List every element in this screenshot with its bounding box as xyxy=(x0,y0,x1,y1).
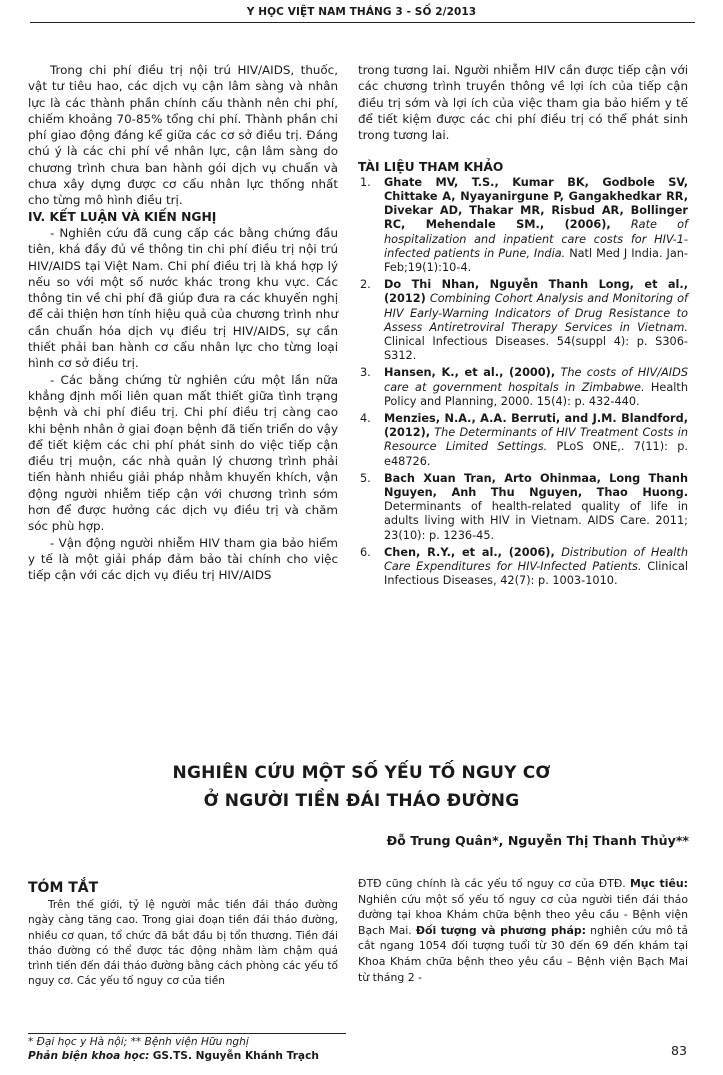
reference-item: 2. Do Thi Nhan, Nguyễn Thanh Long, et al., (2012) Combining Cohort Analysis and Monitoring of HIV Early-Warning Indicators of Drug Resistance to Assess Antiretroviral Therapy Services in Vietnam. Clinical Infectious Diseases. 54(suppl 4): p. S306-S312. xyxy=(360,278,688,363)
paragraph: Trong chi phí điều trị nội trú HIV/AIDS, thuốc, vật tư tiêu hao, các dịch vụ cận lâm sàng và nhân lực là các thành phần chính cấu thành nên chi phí, chiếm khoảng 70-85% tổng chi phí. Thành phần chi phí giao động đáng kể giữa các cơ sở điều trị. Đáng chú ý là các chi phí về nhân lực, cận lâm sàng do chương trình chưa ban hành gói dịch vụ chuẩn và chưa xây dựng được cơ cấu nhân lực thống nhất cho từng mô hình điều trị. xyxy=(28,63,338,208)
article-title-line1: NGHIÊN CỨU MỘT SỐ YẾU TỐ NGUY CƠ xyxy=(172,763,551,783)
paragraph: trong tương lai. Người nhiễm HIV cần được tiếp cận với các chương trình truyền thông về lợi ích của tiếp cận điều trị sớm và lợi ích của việc tham gia bảo hiểm y tế để tiết kiệm được các chi phí điều trị có thể phát sinh trong tương lai. xyxy=(358,63,688,143)
footnote-rule xyxy=(28,1033,346,1034)
right-column xyxy=(358,62,688,591)
method-label: Đối tượng và phương pháp: xyxy=(415,923,587,937)
abstract-text: ĐTĐ cũng chính là các yếu tố nguy cơ của ĐTĐ. xyxy=(358,877,626,890)
running-header: Y HỌC VIỆT NAM THÁNG 3 - SỐ 2/2013 xyxy=(246,6,477,18)
footnotes xyxy=(28,1036,319,1063)
references-title: TÀI LIỆU THAM KHẢO xyxy=(358,160,504,175)
article-authors: Đỗ Trung Quân*, Nguyễn Thị Thanh Thủy** xyxy=(386,833,689,848)
paragraph: - Các bằng chứng từ nghiên cứu một lần nữa khẳng định mối liên quan mất thiết giữa tình trạng bệnh và chi phí điều trị. Chi phí điều trị càng cao khi bệnh nhân ở giai đoạn bệnh đã tiến triển do vậy để tiết kiệm các chi phí phát sinh do việc tiếp cận điều trị muộn, các nhà quản lý chương trình phải tiến hành nhiều giải pháp nhằm khuyến khích, vận động người nhiễm tiếp cận với chương trình sớm hơn để được hưởng các dịch vụ điều trị và chăm sóc phù hợp. xyxy=(28,372,338,534)
header-rule xyxy=(30,22,695,23)
reference-item: 4. Menzies, N.A., A.A. Berruti, and J.M. Blandford, (2012), The Determinants of HIV Treatment Costs in Resource Limited Settings. PLoS ONE,. 7(11): p. e48726. xyxy=(360,412,689,468)
reference-item: 3. Hansen, K., et al., (2000), The costs of HIV/AIDS care at government hospitals in Zimbabwe. Health Policy and Planning, 2000. 15(4): p. 432-440. xyxy=(360,366,688,408)
objective-label: Mục tiêu: xyxy=(629,877,688,890)
reference-item: 5. Bach Xuan Tran, Arto Ohinmaa, Long Thanh Nguyen, Anh Thu Nguyen, Thao Huong. Determinants of health-related quality of life in adults living with HIV in Vietnam. AIDS Care. 2011; 23(10): p. 1236-45. xyxy=(360,471,688,542)
section-title: IV. KẾT LUẬN VÀ KIẾN NGHỊ xyxy=(28,209,217,224)
abstract-heading: TÓM TẮT xyxy=(28,880,99,896)
paragraph: - Vận động người nhiễm HIV tham gia bảo hiểm y tế là một giải pháp đảm bảo tài chính cho việc tiếp cận với các dịch vụ điều trị HIV/AIDS xyxy=(28,535,338,583)
abstract-text: Nghiên cứu một số yếu tố nguy cơ của người tiền đái tháo đường tại khoa Khám chữa bệnh theo yêu cầu - Bệnh viện Bạch Mai. xyxy=(358,892,688,937)
reference-item: 6. Chen, R.Y., et al., (2006), Distribution of Health Care Expenditures for HIV-Infected Patients. Clinical Infectious Diseases, 42(7): p. 1003-1010. xyxy=(360,545,689,588)
page-number: 83 xyxy=(670,1043,687,1058)
left-column xyxy=(28,62,338,584)
abstract-text: nghiên cứu mô tả cắt ngang 1054 đối tượng tuổi từ 30 đến 69 đến khám tại Khoa Khám chữa bệnh theo yêu cầu – Bệnh viện Bạch Mai từ tháng 2 - xyxy=(358,923,688,984)
abstract-left xyxy=(28,898,338,990)
reviewer-label: Phản biện khoa học: xyxy=(28,1049,150,1062)
reviewer-name: GS.TS. Nguyễn Khánh Trạch xyxy=(152,1049,319,1062)
reference-item: 1. Ghate MV, T.S., Kumar BK, Godbole SV, Chittake A, Nyayanirgune P, Gangakhedkar RR, Divekar AD, Thakar MR, Risbud AR, Bollinger RC, Mehendale SM., (2006), Rate of hospitalization and inpatient care costs for HIV-1-infected patients in Pune, India. Natl Med J India. Jan-Feb;19(1):10-4. xyxy=(360,175,688,274)
affiliation-note: * Đại học y Hà nội; ** Bệnh viện Hữu nghị xyxy=(28,1036,249,1048)
abstract-paragraph: Trên thế giới, tỷ lệ người mắc tiền đái tháo đường ngày càng tăng cao. Trong giai đoạn tiền đái tháo đường, nhiều cơ quan, tổ chức đã bắt đầu bị tổn thương. Tiền đái tháo đường có thể được tác động nhằm làm chậm quá trình tiến đến đái tháo đường bằng cách phòng các yếu tố nguy cơ. Các yếu tố nguy cơ của tiền xyxy=(28,899,338,988)
article-title-line2: Ở NGƯỜI TIỀN ĐÁI THÁO ĐƯỜNG xyxy=(203,791,520,811)
abstract-right xyxy=(358,876,688,985)
reference-list xyxy=(358,176,688,589)
paragraph: - Nghiên cứu đã cung cấp các bằng chứng đầu tiên, khá đầy đủ về thông tin chi phí điều trị nội trú HIV/AIDS tại Việt Nam. Chi phí điều trị là khá hợp lý nếu so với một số nước khác trong khu vực. Các thông tin về chi phí đã giúp đưa ra các khuyến nghị để cải thiện hơn tính hiệu quả của chương trình như cần chuẩn hóa dịch vụ điều trị HIV/AIDS, sự cần thiết phải ban hành cơ cấu nhân lực cho từng loại hình cơ sở điều trị. xyxy=(28,225,338,371)
